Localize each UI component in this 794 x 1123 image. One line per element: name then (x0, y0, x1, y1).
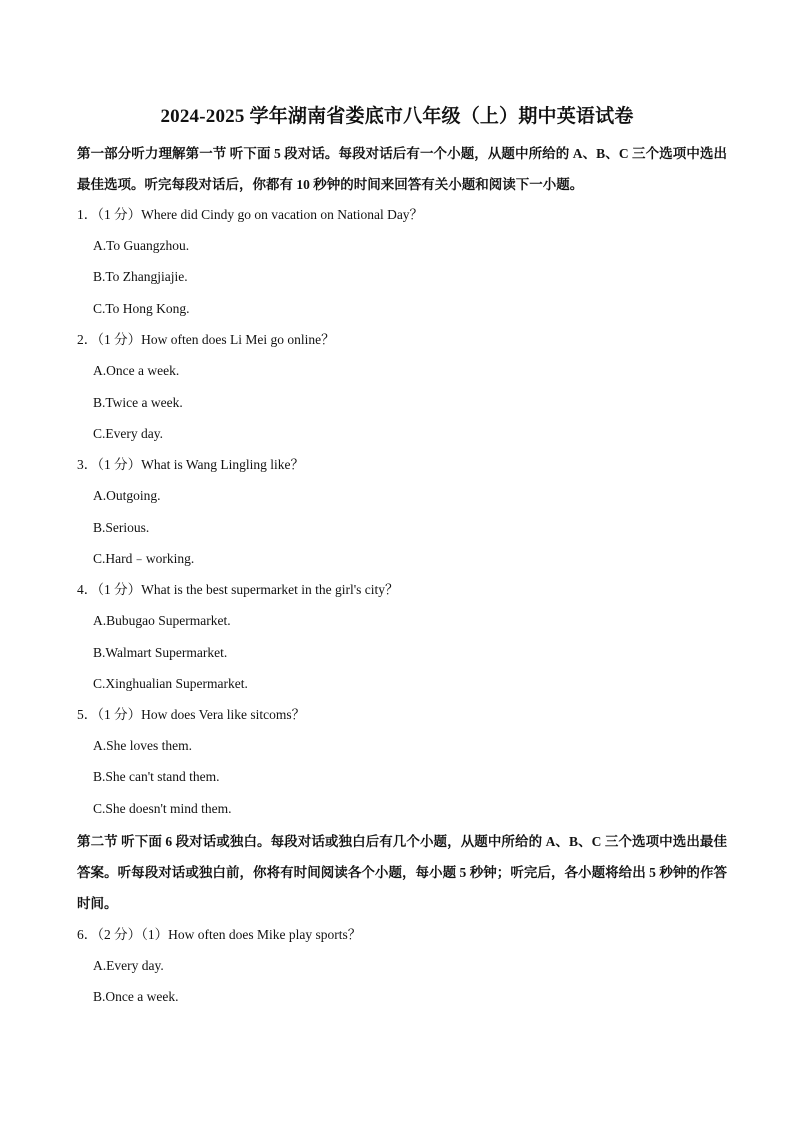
question-5-option-c: C.She doesn't mind them. (93, 801, 232, 816)
question-2-option-a: A.Once a week. (93, 363, 180, 378)
question-5-option-a: A.She loves them. (93, 738, 192, 753)
question-2-option-c: C.Every day. (93, 426, 163, 441)
question-4-option-a: A.Bubugao Supermarket. (93, 613, 231, 628)
question-6-option-a: A.Every day. (93, 958, 164, 973)
question-4-option-b: B.Walmart Supermarket. (93, 645, 228, 660)
question-3-stem: 3．（1 分）What is Wang Lingling like？ (77, 457, 305, 472)
question-3-option-a: A.Outgoing. (93, 488, 161, 503)
section2-instructions: 第二节 听下面 6 段对话或独白。每段对话或独白后有几个小题，从题中所给的 A、B、C 三个选项中选出最佳答案。听每段对话或独白前，你将有时间阅读各个小题，每小题 5 秒钟；听完后，各小题将给出 5 秒钟的作答时间。 (77, 834, 727, 911)
question-2-option-b: B.Twice a week. (93, 395, 183, 410)
question-1-stem: 1．（1 分）Where did Cindy go on vacation on National Day？ (77, 207, 424, 222)
question-1-option-b: B.To Zhangjiajie. (93, 269, 188, 284)
question-2-stem: 2．（1 分）How often does Li Mei go online？ (77, 332, 335, 347)
question-3-option-c: C.Hard﹣working. (93, 551, 195, 566)
question-5-stem: 5．（1 分）How does Vera like sitcoms？ (77, 707, 306, 722)
question-1-option-a: A.To Guangzhou. (93, 238, 190, 253)
question-6-stem: 6．（2 分）（1）How often does Mike play sports？ (77, 927, 362, 942)
section1-instructions: 第一部分听力理解第一节 听下面 5 段对话。每段对话后有一个小题，从题中所给的 A、B、C 三个选项中选出最佳选项。听完每段对话后，你都有 10 秒钟的时间来回答有关小题和阅读下一小题。 (77, 146, 727, 192)
question-3-option-b: B.Serious. (93, 520, 150, 535)
question-1-option-c: C.To Hong Kong. (93, 301, 190, 316)
exam-title: 2024-2025 学年湖南省娄底市八年级（上）期中英语试卷 (160, 106, 634, 127)
question-4-stem: 4．（1 分）What is the best supermarket in the girl's city？ (77, 582, 399, 597)
question-6-option-b: B.Once a week. (93, 989, 179, 1004)
question-5-option-b: B.She can't stand them. (93, 769, 220, 784)
question-4-option-c: C.Xinghualian Supermarket. (93, 676, 248, 691)
